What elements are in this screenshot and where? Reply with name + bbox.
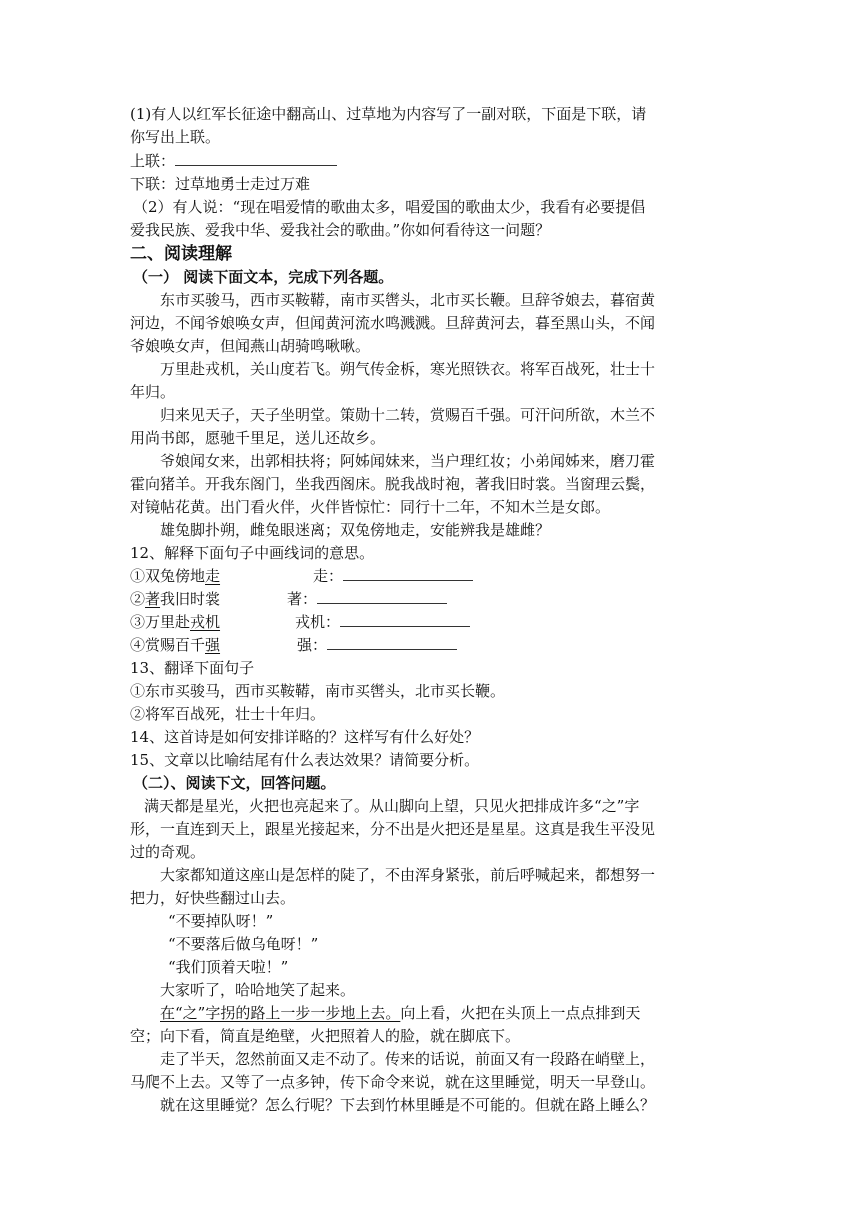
- vocab-item: [130, 588, 730, 611]
- item-text: ③万里赴: [130, 613, 191, 631]
- dialogue-line: “我们顶着天啦！”: [168, 958, 289, 976]
- poem-line: 归来见天子，天子坐明堂。策勋十二转，赏赐百千强。可汗问所欲，木兰不: [160, 406, 656, 424]
- underlined-word: 戎机: [190, 613, 221, 631]
- vocab-item: [130, 634, 730, 657]
- answer-blank[interactable]: [340, 612, 470, 627]
- underlined-word: 走: [205, 567, 221, 585]
- prose-line: 走了半天，忽然前面又走不动了。传来的话说，前面又有一段路在峭壁上，: [160, 1050, 656, 1068]
- prose-line: 把力，好快些翻过山去。: [130, 889, 296, 907]
- answer-blank[interactable]: [175, 151, 337, 166]
- poem-line: 用尚书郎，愿驰千里足，送儿还故乡。: [130, 429, 386, 447]
- vocab-answer: [287, 588, 447, 611]
- poem-line: 东市买骏马，西市买鞍鞯，南市买辔头，北市买长鞭。旦辞爷娘去，暮宿黄: [160, 291, 656, 309]
- answer-label: 走：: [313, 567, 344, 585]
- translate-item: ①东市买骏马，西市买鞍鞯，南市买辔头，北市买长鞭。: [130, 682, 506, 700]
- upper-couplet-line: [130, 150, 730, 173]
- prose-line: 大家听了，哈哈地笑了起来。: [160, 981, 356, 999]
- q2-line: （2）有人说：“现在唱爱情的歌曲太多，唱爱国的歌曲太少，我看有必要提倡: [133, 198, 646, 216]
- answer-label: 强：: [297, 636, 328, 654]
- item-text: ②: [130, 590, 146, 608]
- prose-line: 大家都知道这座山是怎样的陡了，不由浑身紧张，前后呼喊起来，都想努一: [160, 866, 656, 884]
- underlined-word: 强: [205, 636, 221, 654]
- dialogue-line: “不要掉队呀！”: [168, 912, 274, 930]
- question-13: 13、翻译下面句子: [130, 659, 255, 677]
- poem-line: 爷娘闻女来，出郭相扶将；阿姊闻妹来，当户理红妆；小弟闻姊来，磨刀霍: [160, 452, 656, 470]
- question-14: 14、这首诗是如何安排详略的？这样写有什么好处？: [130, 728, 480, 746]
- poem-line: 对镜帖花黄。出门看火伴，火伴皆惊忙：同行十二年，不知木兰是女郎。: [130, 498, 611, 516]
- part2-title: （二）、阅读下文，回答问题。: [133, 774, 336, 792]
- poem-line: 万里赴戎机，关山度若飞。朔气传金柝，寒光照铁衣。将军百战死，壮士十: [160, 360, 656, 378]
- prose-line: 形，一直连到天上，跟星光接起来，分不出是火把还是星星。这真是我生平没见: [130, 820, 656, 838]
- answer-blank[interactable]: [343, 566, 473, 581]
- answer-blank[interactable]: [327, 635, 457, 650]
- poem-line: 霍向猪羊。开我东阁门，坐我西阁床。脱我战时袍，著我旧时裳。当窗理云鬓，: [130, 475, 656, 493]
- upper-couplet-label: 上联：: [130, 152, 176, 170]
- vocab-answer: [297, 634, 457, 657]
- item-text: ①双兔傍地: [130, 567, 206, 585]
- q1-line: 你写出上联。: [130, 128, 221, 146]
- poem-line: 雄兔脚扑朔，雌兔眼迷离；双兔傍地走，安能辨我是雄雌？: [160, 521, 551, 539]
- answer-label: 著：: [287, 590, 318, 608]
- prose-line: 过的奇观。: [130, 843, 206, 861]
- item-text: ④赏赐百千: [130, 636, 206, 654]
- prose-line: 空；向下看，简直是绝壁，火把照着人的脸，就在脚底下。: [130, 1027, 521, 1045]
- q1-line: (1)有人以红军长征途中翻高山、过草地为内容写了一副对联，下面是下联，请: [130, 105, 647, 123]
- vocab-answer: [295, 611, 470, 634]
- answer-label: 戎机：: [295, 613, 341, 631]
- vocab-answer: [313, 565, 473, 588]
- q2-line: 爱我民族、爱我中华、爱我社会的歌曲。”你如何看待这一问题？: [130, 221, 551, 239]
- section-title: 二、阅读理解: [130, 244, 232, 264]
- poem-line: 河边，不闻爷娘唤女声，但闻黄河流水鸣溅溅。旦辞黄河去，暮至黑山头，不闻: [130, 314, 656, 332]
- part1-title: （一） 阅读下面文本，完成下列各题。: [133, 268, 394, 286]
- prose-line: 马爬不上去。又等了一点多钟，传下命令来说，就在这里睡觉，明天一早登山。: [130, 1073, 656, 1091]
- translate-item: ②将军百战死，壮士十年归。: [130, 705, 326, 723]
- prose-text: 向上看，火把在头顶上一点点排到天: [400, 1004, 641, 1022]
- poem-line: 年归。: [130, 383, 176, 401]
- lower-couplet: 下联：过草地勇士走过万难: [130, 175, 311, 193]
- poem-line: 爷娘唤女声，但闻燕山胡骑鸣啾啾。: [130, 337, 371, 355]
- vocab-item: [130, 611, 730, 634]
- underlined-sentence: 在“之”字拐的路上一步一步地上去。: [160, 1004, 401, 1022]
- prose-line: [160, 1002, 760, 1025]
- prose-line: 就在这里睡觉？怎么行呢？下去到竹林里睡是不可能的。但就在路上睡么？: [160, 1096, 656, 1114]
- dialogue-line: “不要落后做乌龟呀！”: [168, 935, 319, 953]
- vocab-item: [130, 565, 730, 588]
- underlined-word: 著: [145, 590, 161, 608]
- answer-blank[interactable]: [317, 589, 447, 604]
- question-12: 12、解释下面句子中画线词的意思。: [130, 544, 375, 562]
- item-text: 我旧时裳: [160, 590, 221, 608]
- question-15: 15、文章以比喻结尾有什么表达效果？请简要分析。: [130, 751, 480, 769]
- prose-line: 满天都是星光，火把也亮起来了。从山脚向上望，只见火把排成许多“之”字: [144, 797, 640, 815]
